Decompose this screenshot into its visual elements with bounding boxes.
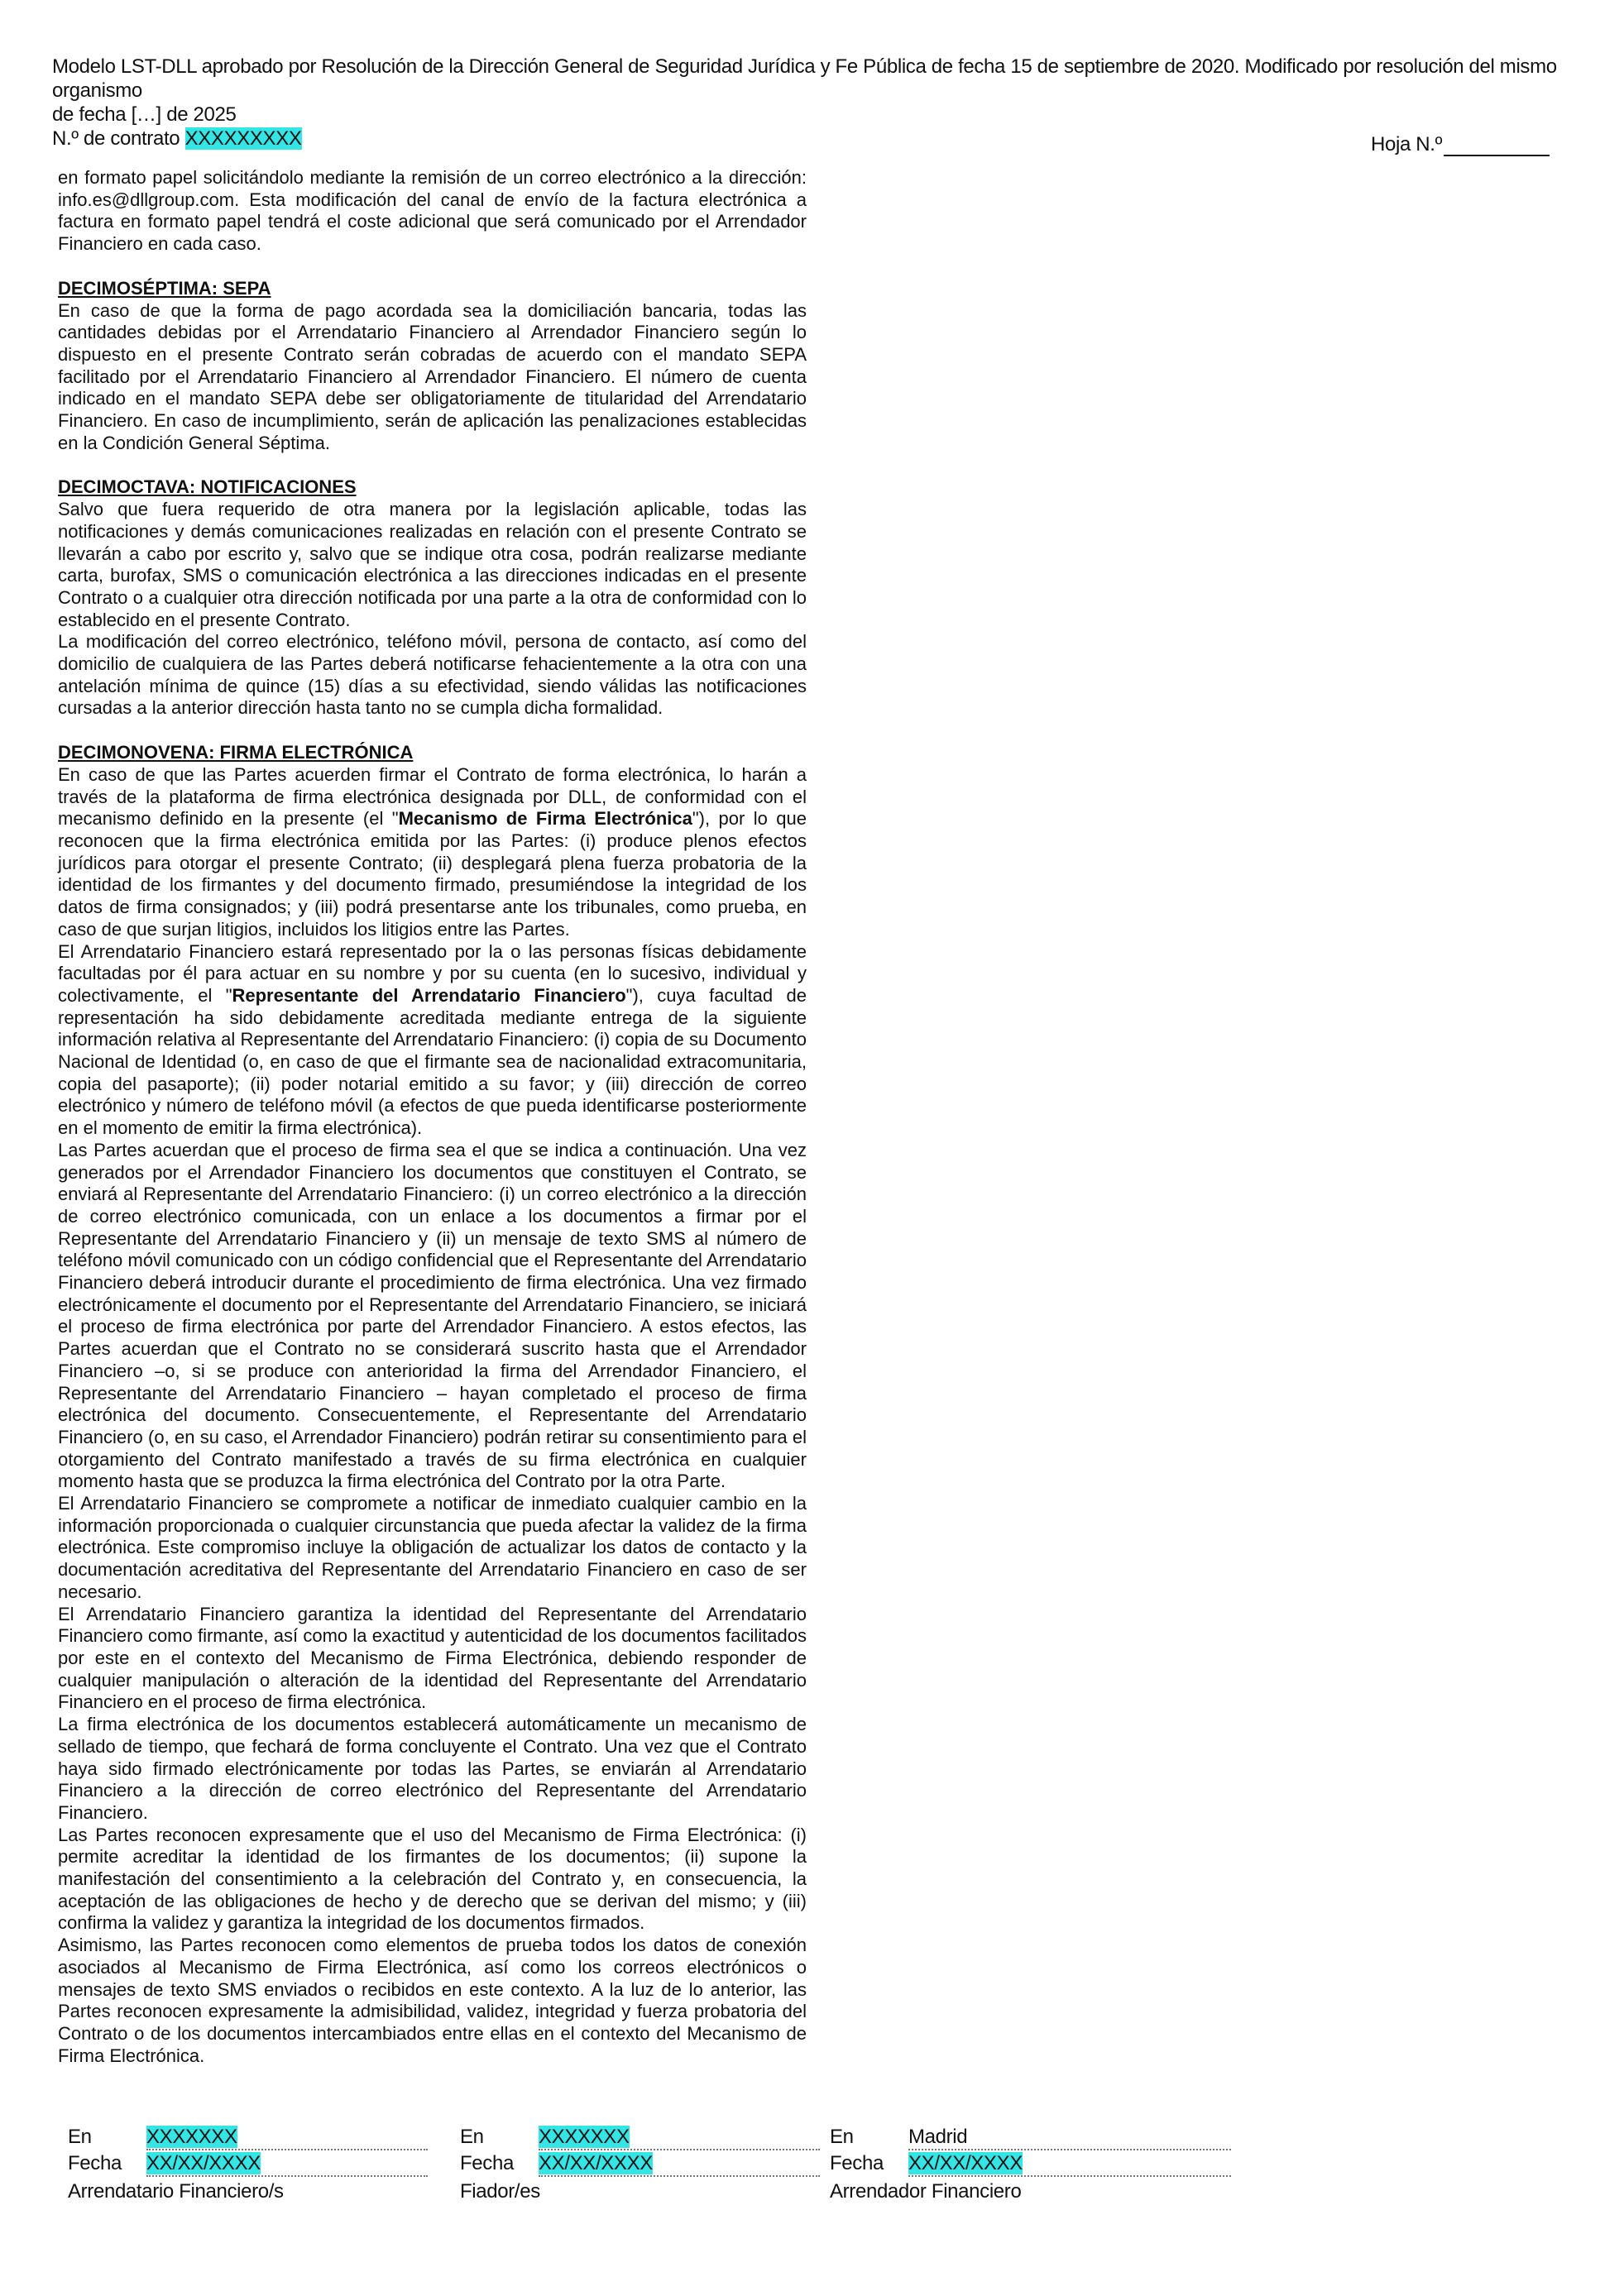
date-label: Fecha — [68, 2152, 122, 2174]
document-header — [52, 55, 1578, 151]
section-19-paragraph-5: El Arrendatario Financiero garantiza la identidad del Representante del Arrendatario Financiero como firmante, así como la exactitud y autenticidad de los documentos facilitados por este en el contexto del Mecanismo de Firma Electrónica, debiendo responder de cualquier manipulación o alteración de la identidad del Representante del Arrendatario Financiero en el proceso de firma electrónica. — [58, 1603, 807, 1713]
section-19-paragraph-8: Asimismo, las Partes reconocen como elementos de prueba todos los datos de conexión asociados al Mecanismo de Firma Electrónica, así como los correos electrónicos o mensajes de texto SMS enviados o recibidos en este contexto. A la luz de lo anterior, las Partes reconocen expresamente la admisibilidad, validez, integridad y fuerza probatoria del Contrato o de los documentos intercambiados entre ellas en el contexto del Mecanismo de Firma Electrónica. — [58, 1935, 807, 2066]
place-field[interactable]: XXXXXXX — [539, 2126, 820, 2150]
section-19-paragraph-3: Las Partes acuerdan que el proceso de firma sea el que se indica a continuación. Una vez generados por el Arrendador Financiero los documentos que constituyen el Contrato, se enviará al Representante del Arrendatario Financiero: (i) un correo electrónico a la dirección de correo electrónico comunicada, con un enlace a los documentos a firmar por el Representante del Arrendatario Financiero y (ii) un mensaje de texto SMS al número de teléfono móvil comunicado con un código confidencial que el Representante del Arrendatario Financiero deberá introducir durante el procedimiento de firma electrónica. Una vez firmado electrónicamente el documento por el Representante del Arrendatario Financiero, se iniciará el proceso de firma electrónica por parte del Arrendador Financiero. A estos efectos, las Partes acuerdan que el Contrato no se considerará suscrito hasta que el Arrendador Financiero –o, si se produce con anterioridad la firma del Arrendador Financiero, el Representante del Arrendatario Financiero – hayan completado el proceso de firma electrónica del documento. Consecuentemente, el Representante del Arrendatario Financiero (o, en su caso, el Arrendador Financiero) podrán retirar su consentimiento para el otorgamiento del Contrato manifestado a través de su firma electrónica en cualquier momento hasta que se produzca la firma electrónica del Contrato por la otra Parte. — [58, 1139, 807, 1492]
signature-block-arrendador — [830, 2124, 1231, 2203]
sheet-number — [1371, 133, 1550, 156]
section-17-paragraph: En caso de que la forma de pago acordada sea la domiciliación bancaria, todas las cantidades debidas por el Arrendatario Financiero al Arrendador Financiero según lo dispuesto en el presente Contrato serán cobradas de acuerdo con el mandato SEPA facilitado por el Arrendatario Financiero al Arrendador Financiero. El número de cuenta indicado en el mandato SEPA debe ser obligatoriamente de titularidad del Arrendatario Financiero. En caso de incumplimiento, serán de aplicación las penalizaciones establecidas en la Condición General Séptima. — [58, 299, 807, 453]
section-18-paragraph-2: La modificación del correo electrónico, teléfono móvil, persona de contacto, así como del domicilio de cualquiera de las Partes deberá notificarse fehacientemente a la otra con una antelación mínima de quince (15) días a su efectividad, siendo válidas las notificaciones cursadas a la anterior dirección hasta tanto no se cumpla dicha formalidad. — [58, 631, 807, 719]
place-label: En — [68, 2126, 92, 2148]
contract-number-label: N.º de contrato — [52, 127, 180, 150]
section-19-paragraph-1: En caso de que las Partes acuerden firmar el Contrato de forma electrónica, lo harán a través de la plataforma de firma electrónica designada por DLL, de conformidad con el mecanismo definido en la presente (el "Mecanismo de Firma Electrónica"), por lo que reconocen que la firma electrónica emitida por las Partes: (i) produce plenos efectos jurídicos para otorgar el presente Contrato; (ii) desplegará plena fuerza probatoria de la identidad de los firmantes y del documento firmado, presumiéndose la integridad de los datos de firma consignados; y (iii) podrá presentarse ante los tribunales, como prueba, en caso de que surjan litigios, incluidos los litigios entre las Partes. — [58, 763, 807, 940]
section-19-paragraph-7: Las Partes reconocen expresamente que el uso del Mecanismo de Firma Electrónica: (i) permite acreditar la identidad de los firmantes de los documentos; (ii) supone la manifestación del consentimiento a la celebración del Contrato y, en consecuencia, la aceptación de las obligaciones de hecho y de derecho que se derivan del mismo; y (iii) confirma la validez y garantiza la integridad de los documentos firmados. — [58, 1824, 807, 1934]
sheet-number-label: Hoja N.º — [1371, 133, 1442, 155]
section-18-paragraph-1: Salvo que fuera requerido de otra manera por la legislación aplicable, todas las notificaciones y demás comunicaciones realizadas en relación con el presente Contrato se llevarán a cabo por escrito y, salvo que se indique otra cosa, podrán realizarse mediante carta, burofax, SMS o comunicación electrónica a las direcciones indicadas en el presente Contrato o a cualquier otra dirección notificada por una parte a la otra de conformidad con lo establecido en el presente Contrato. — [58, 499, 807, 630]
section-19-title: DECIMONOVENA: FIRMA ELECTRÓNICA — [58, 742, 414, 763]
signer-caption: Arrendatario Financiero/s — [68, 2180, 284, 2203]
intro-paragraph: en formato papel solicitándolo mediante la remisión de un correo electrónico a la dirección: info.es@dllgroup.com. Esta modificación del canal de envío de la factura electrónica a factura en formato papel tendrá el coste adicional que será comunicado por el Arrendador Financiero en cada caso. — [58, 167, 807, 255]
place-label: En — [830, 2126, 854, 2148]
section-19-paragraph-4: El Arrendatario Financiero se compromete a notificar de inmediato cualquier cambio en la información proporcionada o cualquier circunstancia que pueda afectar la validez de la firma electrónica. Este compromiso incluye la obligación de actualizar los datos de contacto y la documentación acreditativa del Representante del Arrendatario Financiero en caso de ser necesario. — [58, 1493, 807, 1602]
contract-body — [58, 167, 807, 2067]
signature-block-arrendatario — [68, 2124, 428, 2203]
date-label: Fecha — [460, 2152, 514, 2174]
section-19-paragraph-2: El Arrendatario Financiero estará representado por la o las personas físicas debidamente facultadas por él para actuar en su nombre y por su cuenta (en lo sucesivo, individual y colectivamente, el "Representante del Arrendatario Financiero"), cuya facultad de representación ha sido debidamente acreditada mediante entrega de la siguiente información relativa al Representante del Arrendatario Financiero: (i) copia de su Documento Nacional de Identidad (o, en caso de que el firmante sea de nacionalidad extracomunitaria, copia del pasaporte); (ii) poder notarial emitido a su favor; y (iii) dirección de correo electrónico y número de teléfono móvil (a efectos de que pueda identificarse posteriormente en el momento de emitir la firma electrónica). — [58, 940, 807, 1139]
signer-caption: Arrendador Financiero — [830, 2180, 1022, 2203]
defined-term-representante: Representante del Arrendatario Financiero — [232, 984, 626, 1006]
place-field[interactable]: Madrid — [908, 2126, 1231, 2150]
defined-term-mecanismo: Mecanismo de Firma Electrónica — [398, 808, 692, 830]
model-notice-line1: Modelo LST-DLL aprobado por Resolución de la Dirección General de Seguridad Jurídica y Fe Pública de fecha 15 de septiembre de 2020. Modificado por resolución del mismo organismo — [52, 55, 1557, 102]
signer-caption: Fiador/es — [460, 2180, 540, 2203]
date-field[interactable]: XX/XX/XXXX — [146, 2152, 428, 2177]
place-label: En — [460, 2126, 484, 2148]
sheet-number-field[interactable] — [1444, 135, 1550, 156]
section-17-title: DECIMOSÉPTIMA: SEPA — [58, 277, 271, 299]
signature-block-fiador — [460, 2124, 820, 2203]
date-field[interactable]: XX/XX/XXXX — [908, 2152, 1231, 2177]
contract-number-value[interactable]: XXXXXXXXX — [184, 127, 302, 150]
section-19-paragraph-6: La firma electrónica de los documentos establecerá automáticamente un mecanismo de sellado de tiempo, que fechará de forma concluyente el Contrato. Una vez que el Contrato haya sido firmado electrónicamente por todas las Partes, se enviarán al Arrendatario Financiero a la dirección de correo electrónico del Representante del Arrendatario Financiero. — [58, 1714, 807, 1823]
section-18-title: DECIMOCTAVA: NOTIFICACIONES — [58, 476, 357, 498]
contract-number — [52, 127, 1578, 151]
date-label: Fecha — [830, 2152, 884, 2174]
date-field[interactable]: XX/XX/XXXX — [539, 2152, 820, 2177]
model-notice-line2: de fecha […] de 2025 — [52, 103, 237, 126]
place-field[interactable]: XXXXXXX — [146, 2126, 428, 2150]
